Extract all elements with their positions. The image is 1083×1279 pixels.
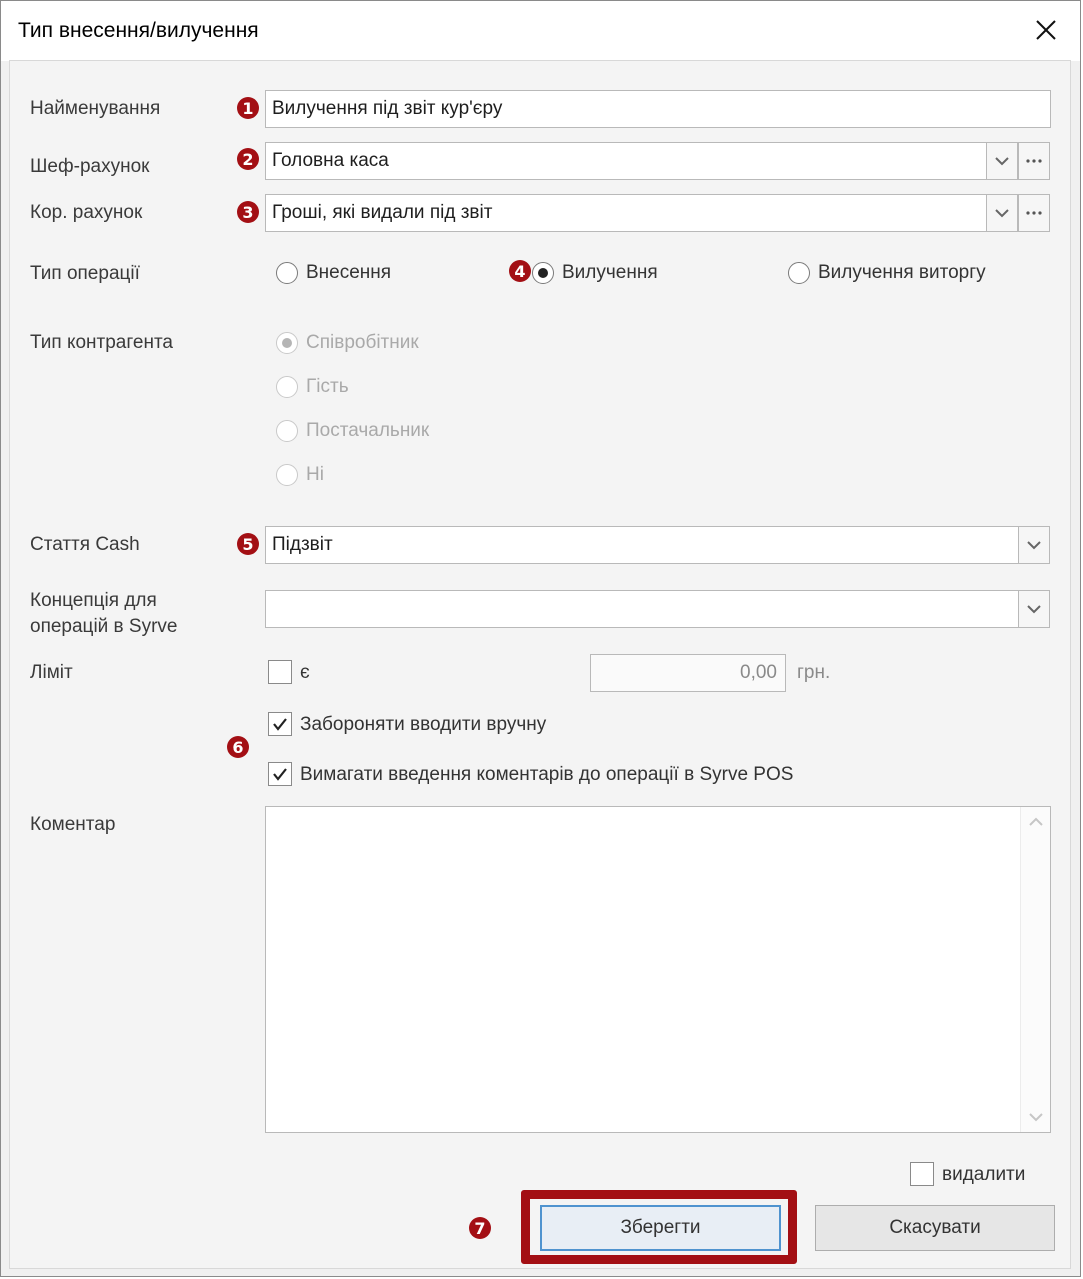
operation-type-label: Тип операції <box>30 263 140 284</box>
radio-guest-label: Гість <box>306 376 349 397</box>
marker-2: 2 <box>237 148 259 170</box>
delete-label: видалити <box>942 1164 1026 1185</box>
radio-button[interactable] <box>788 262 810 284</box>
radio-none <box>276 464 324 486</box>
radio-none-label: Ні <box>306 464 324 485</box>
radio-withdrawal-label: Вилучення <box>562 262 658 283</box>
chief-account-select[interactable]: Головна каса <box>265 142 987 180</box>
concept-label-line1: Концепція для <box>30 590 157 611</box>
chevron-down-icon <box>994 208 1010 218</box>
chevron-down-icon <box>1026 604 1042 614</box>
comment-scrollbar[interactable] <box>1020 807 1050 1132</box>
marker-6: 6 <box>227 736 249 758</box>
concept-dropdown-button[interactable] <box>1018 590 1050 628</box>
cor-account-label: Кор. рахунок <box>30 202 143 223</box>
limit-unit-label: грн. <box>797 662 831 683</box>
radio-button <box>276 376 298 398</box>
marker-4: 4 <box>509 260 531 282</box>
delete-checkbox[interactable] <box>910 1162 934 1186</box>
radio-guest <box>276 376 349 398</box>
cash-article-dropdown-button[interactable] <box>1018 526 1050 564</box>
radio-withdrawal[interactable] <box>532 262 658 284</box>
limit-label: Ліміт <box>30 662 73 683</box>
radio-button <box>276 464 298 486</box>
radio-revenue-withdrawal[interactable] <box>788 262 986 284</box>
cash-article-select[interactable]: Підзвіт <box>265 526 1019 564</box>
cancel-button[interactable]: Скасувати <box>815 1205 1055 1251</box>
comment-textarea[interactable] <box>265 806 1051 1133</box>
cash-article-label: Стаття Cash <box>30 534 140 555</box>
cor-account-more-button[interactable] <box>1018 194 1050 232</box>
save-button[interactable]: Зберегти <box>540 1205 781 1251</box>
radio-button[interactable] <box>276 262 298 284</box>
require-comment-checkbox[interactable] <box>268 762 292 786</box>
name-label: Найменування <box>30 98 161 119</box>
check-icon <box>272 717 288 731</box>
require-comment-label: Вимагати введення коментарів до операції в Syrve POS <box>300 764 794 785</box>
comment-label: Коментар <box>30 814 116 835</box>
radio-deposit-label: Внесення <box>306 262 392 283</box>
limit-checkbox-label: є <box>300 662 310 683</box>
radio-supplier-label: Постачальник <box>306 420 430 441</box>
marker-1: 1 <box>237 97 259 119</box>
radio-employee-label: Співробітник <box>306 332 419 353</box>
more-icon <box>1025 159 1043 163</box>
more-icon <box>1025 211 1043 215</box>
chevron-up-icon[interactable] <box>1028 817 1044 827</box>
radio-button-selected <box>276 332 298 354</box>
radio-button-selected[interactable] <box>532 262 554 284</box>
concept-select[interactable] <box>265 590 1019 628</box>
cor-account-dropdown-button[interactable] <box>986 194 1018 232</box>
close-icon <box>1035 19 1057 41</box>
radio-button <box>276 420 298 442</box>
radio-revenue-withdrawal-label: Вилучення виторгу <box>818 262 986 283</box>
forbid-manual-checkbox[interactable] <box>268 712 292 736</box>
radio-deposit[interactable] <box>276 262 391 284</box>
chief-account-dropdown-button[interactable] <box>986 142 1018 180</box>
title-bar <box>1 1 1080 61</box>
radio-supplier <box>276 420 429 442</box>
marker-7: 7 <box>469 1217 491 1239</box>
marker-5: 5 <box>237 533 259 555</box>
check-icon <box>272 767 288 781</box>
cor-account-select[interactable]: Гроші, які видали під звіт <box>265 194 987 232</box>
chevron-down-icon <box>994 156 1010 166</box>
close-button[interactable] <box>1024 11 1068 49</box>
limit-checkbox[interactable] <box>268 660 292 684</box>
chief-account-more-button[interactable] <box>1018 142 1050 180</box>
chevron-down-icon[interactable] <box>1028 1112 1044 1122</box>
radio-employee <box>276 332 419 354</box>
window-title: Тип внесення/вилучення <box>18 19 259 42</box>
chevron-down-icon <box>1026 540 1042 550</box>
concept-label-line2: операцій в Syrve <box>30 616 178 637</box>
forbid-manual-label: Забороняти вводити вручну <box>300 714 547 735</box>
marker-3: 3 <box>237 201 259 223</box>
name-input[interactable]: Вилучення під звіт кур'єру <box>265 90 1051 128</box>
limit-amount-input[interactable]: 0,00 <box>590 654 786 692</box>
counterparty-type-label: Тип контрагента <box>30 332 174 353</box>
chief-account-label: Шеф-рахунок <box>30 156 150 177</box>
